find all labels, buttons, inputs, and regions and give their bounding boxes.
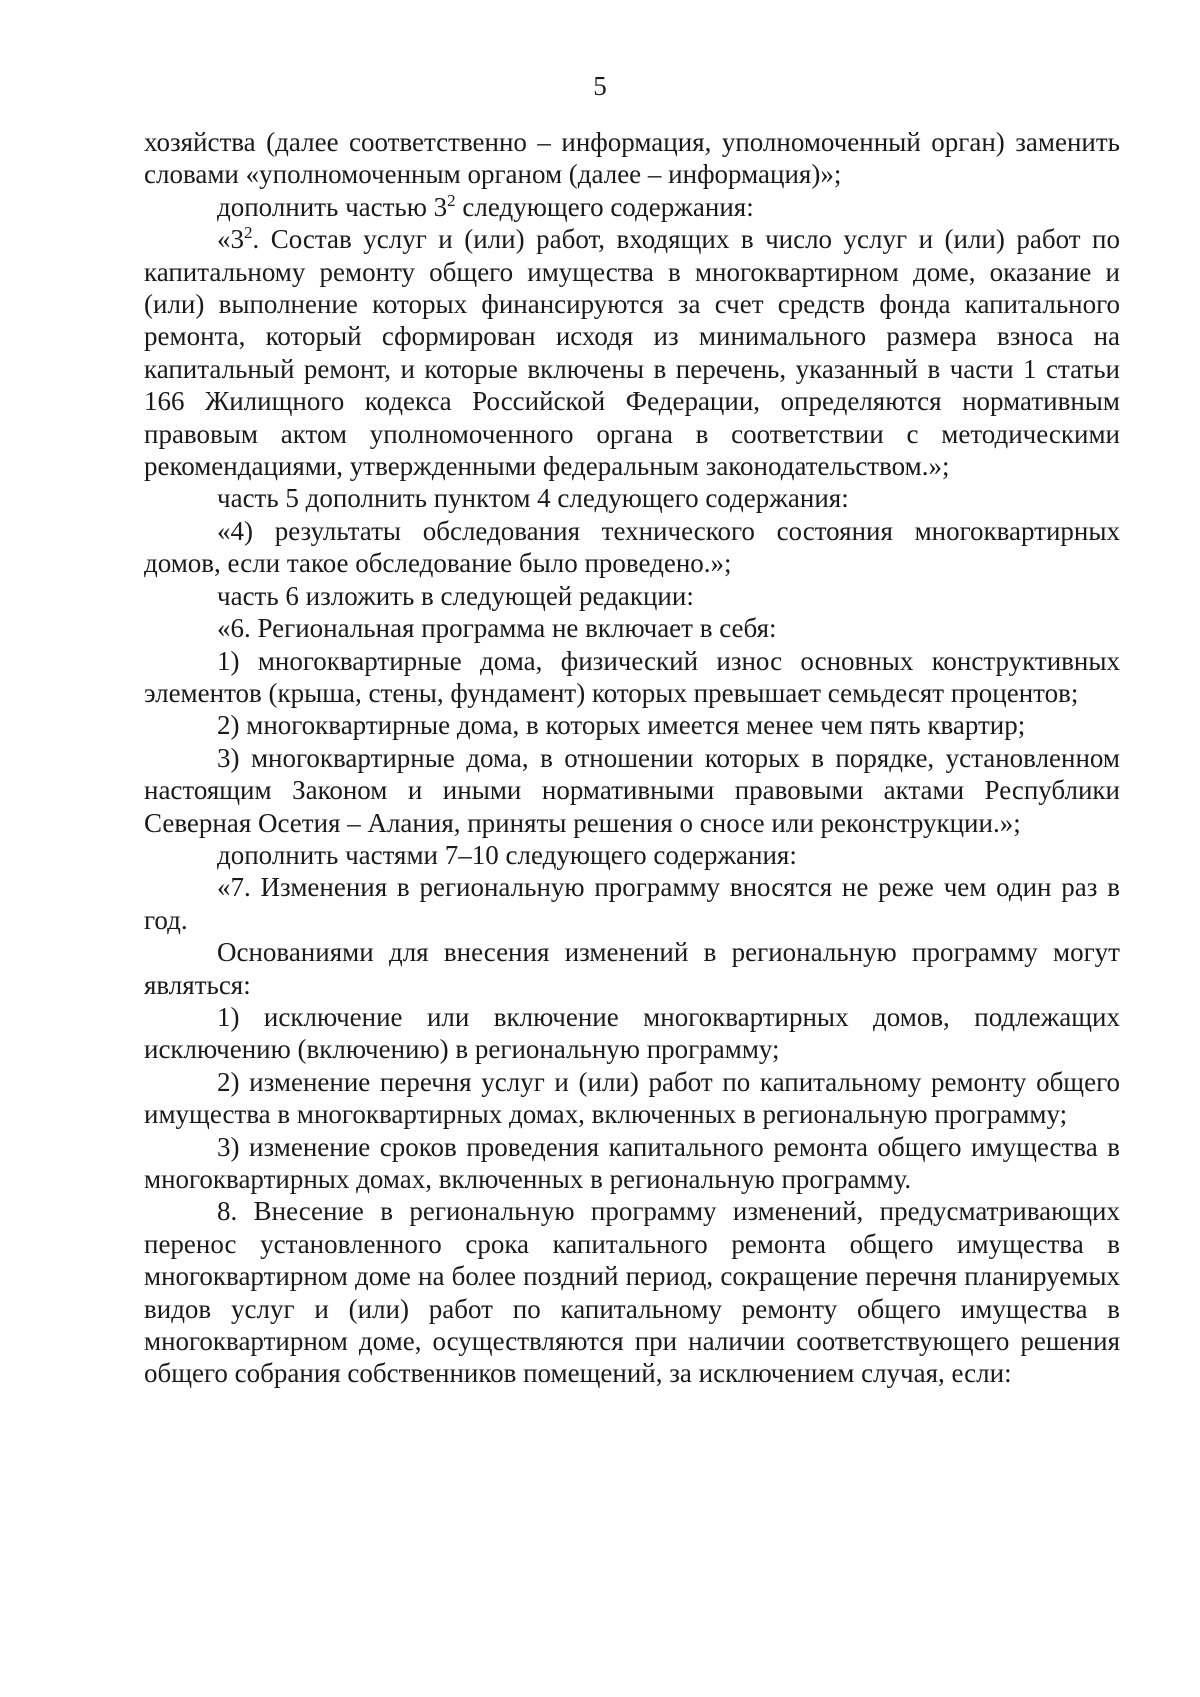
paragraph: «6. Региональная программа не включает в себя: xyxy=(217,613,777,644)
text-fragment: следующего содержания: xyxy=(455,191,754,222)
paragraph xyxy=(144,223,1120,482)
superscript: 2 xyxy=(244,223,253,243)
paragraph: 3) многоквартирные дома, в отношении которых в порядке, установленном настоящим Законом и иными нормативными правовыми актами Республики Северная Осетия – Алания, приняты решения о сносе или реконструкции.»; xyxy=(144,742,1120,838)
superscript: 2 xyxy=(447,190,456,210)
paragraph: 8. Внесение в региональную программу изменений, предусматривающих перенос установленного срока капитального ремонта общего имущества в многоквартирном доме на более поздний период, сокращение перечня планируемых видов услуг и (или) работ по капитальному ремонту общего имущества в многоквартирном доме, осуществляются при наличии соответствующего решения общего собрания собственников помещений, за исключением случая, если: xyxy=(144,1196,1120,1389)
paragraph: «4) результаты обследования технического состояния многоквартирных домов, если такое обследование было проведено.»; xyxy=(144,515,1120,579)
text-fragment: дополнить частью 3 xyxy=(217,191,448,222)
paragraph: часть 6 изложить в следующей редакции: xyxy=(217,580,694,611)
paragraph: дополнить частями 7–10 следующего содержания: xyxy=(217,839,797,870)
paragraph: хозяйства (далее соответственно – информация, уполномоченный орган) заменить словами «уполномоченным органом (далее – информация)»; xyxy=(144,127,1120,190)
paragraph: Основаниями для внесения изменений в региональную программу могут являться: xyxy=(144,937,1120,1000)
text-fragment: «3 xyxy=(217,224,244,255)
paragraph: 3) изменение сроков проведения капитального ремонта общего имущества в многоквартирных домах, включенных в региональную программу. xyxy=(144,1131,1120,1194)
page-number: 5 xyxy=(593,71,607,101)
paragraph: «7. Изменения в региональную программу вносятся не реже чем один раз в год. xyxy=(144,872,1120,935)
paragraph: 1) исключение или включение многоквартирных домов, подлежащих исключению (включению) в региональную программу; xyxy=(144,1001,1120,1065)
document-body xyxy=(144,126,1120,1390)
paragraph xyxy=(144,191,1120,223)
paragraph: 2) изменение перечня услуг и (или) работ по капитальному ремонту общего имущества в многоквартирных домах, включенных в региональную программу; xyxy=(144,1066,1120,1130)
paragraph: часть 5 дополнить пунктом 4 следующего содержания: xyxy=(217,483,849,514)
paragraph: 1) многоквартирные дома, физический износ основных конструктивных элементов (крыша, стены, фундамент) которых превышает семьдесят процентов; xyxy=(144,645,1120,708)
text-fragment: . Состав услуг и (или) работ, входящих в число услуг и (или) работ по капитальному ремонту общего имущества в многоквартирном доме, оказание и (или) выполнение которых финансируются за счет средств фонда капитального ремонта, который сформирован исходя из минимального размера взноса на капитальный ремонт, и которые включены в перечень, указанный в части 1 статьи 166 Жилищного кодекса Российской Федерации, определяются нормативным правовым актом уполномоченного органа в соответствии с методическими рекомендациями, утвержденными федеральным законодательством.»; xyxy=(144,224,1120,482)
paragraph: 2) многоквартирные дома, в которых имеется менее чем пять квартир; xyxy=(217,710,1026,741)
